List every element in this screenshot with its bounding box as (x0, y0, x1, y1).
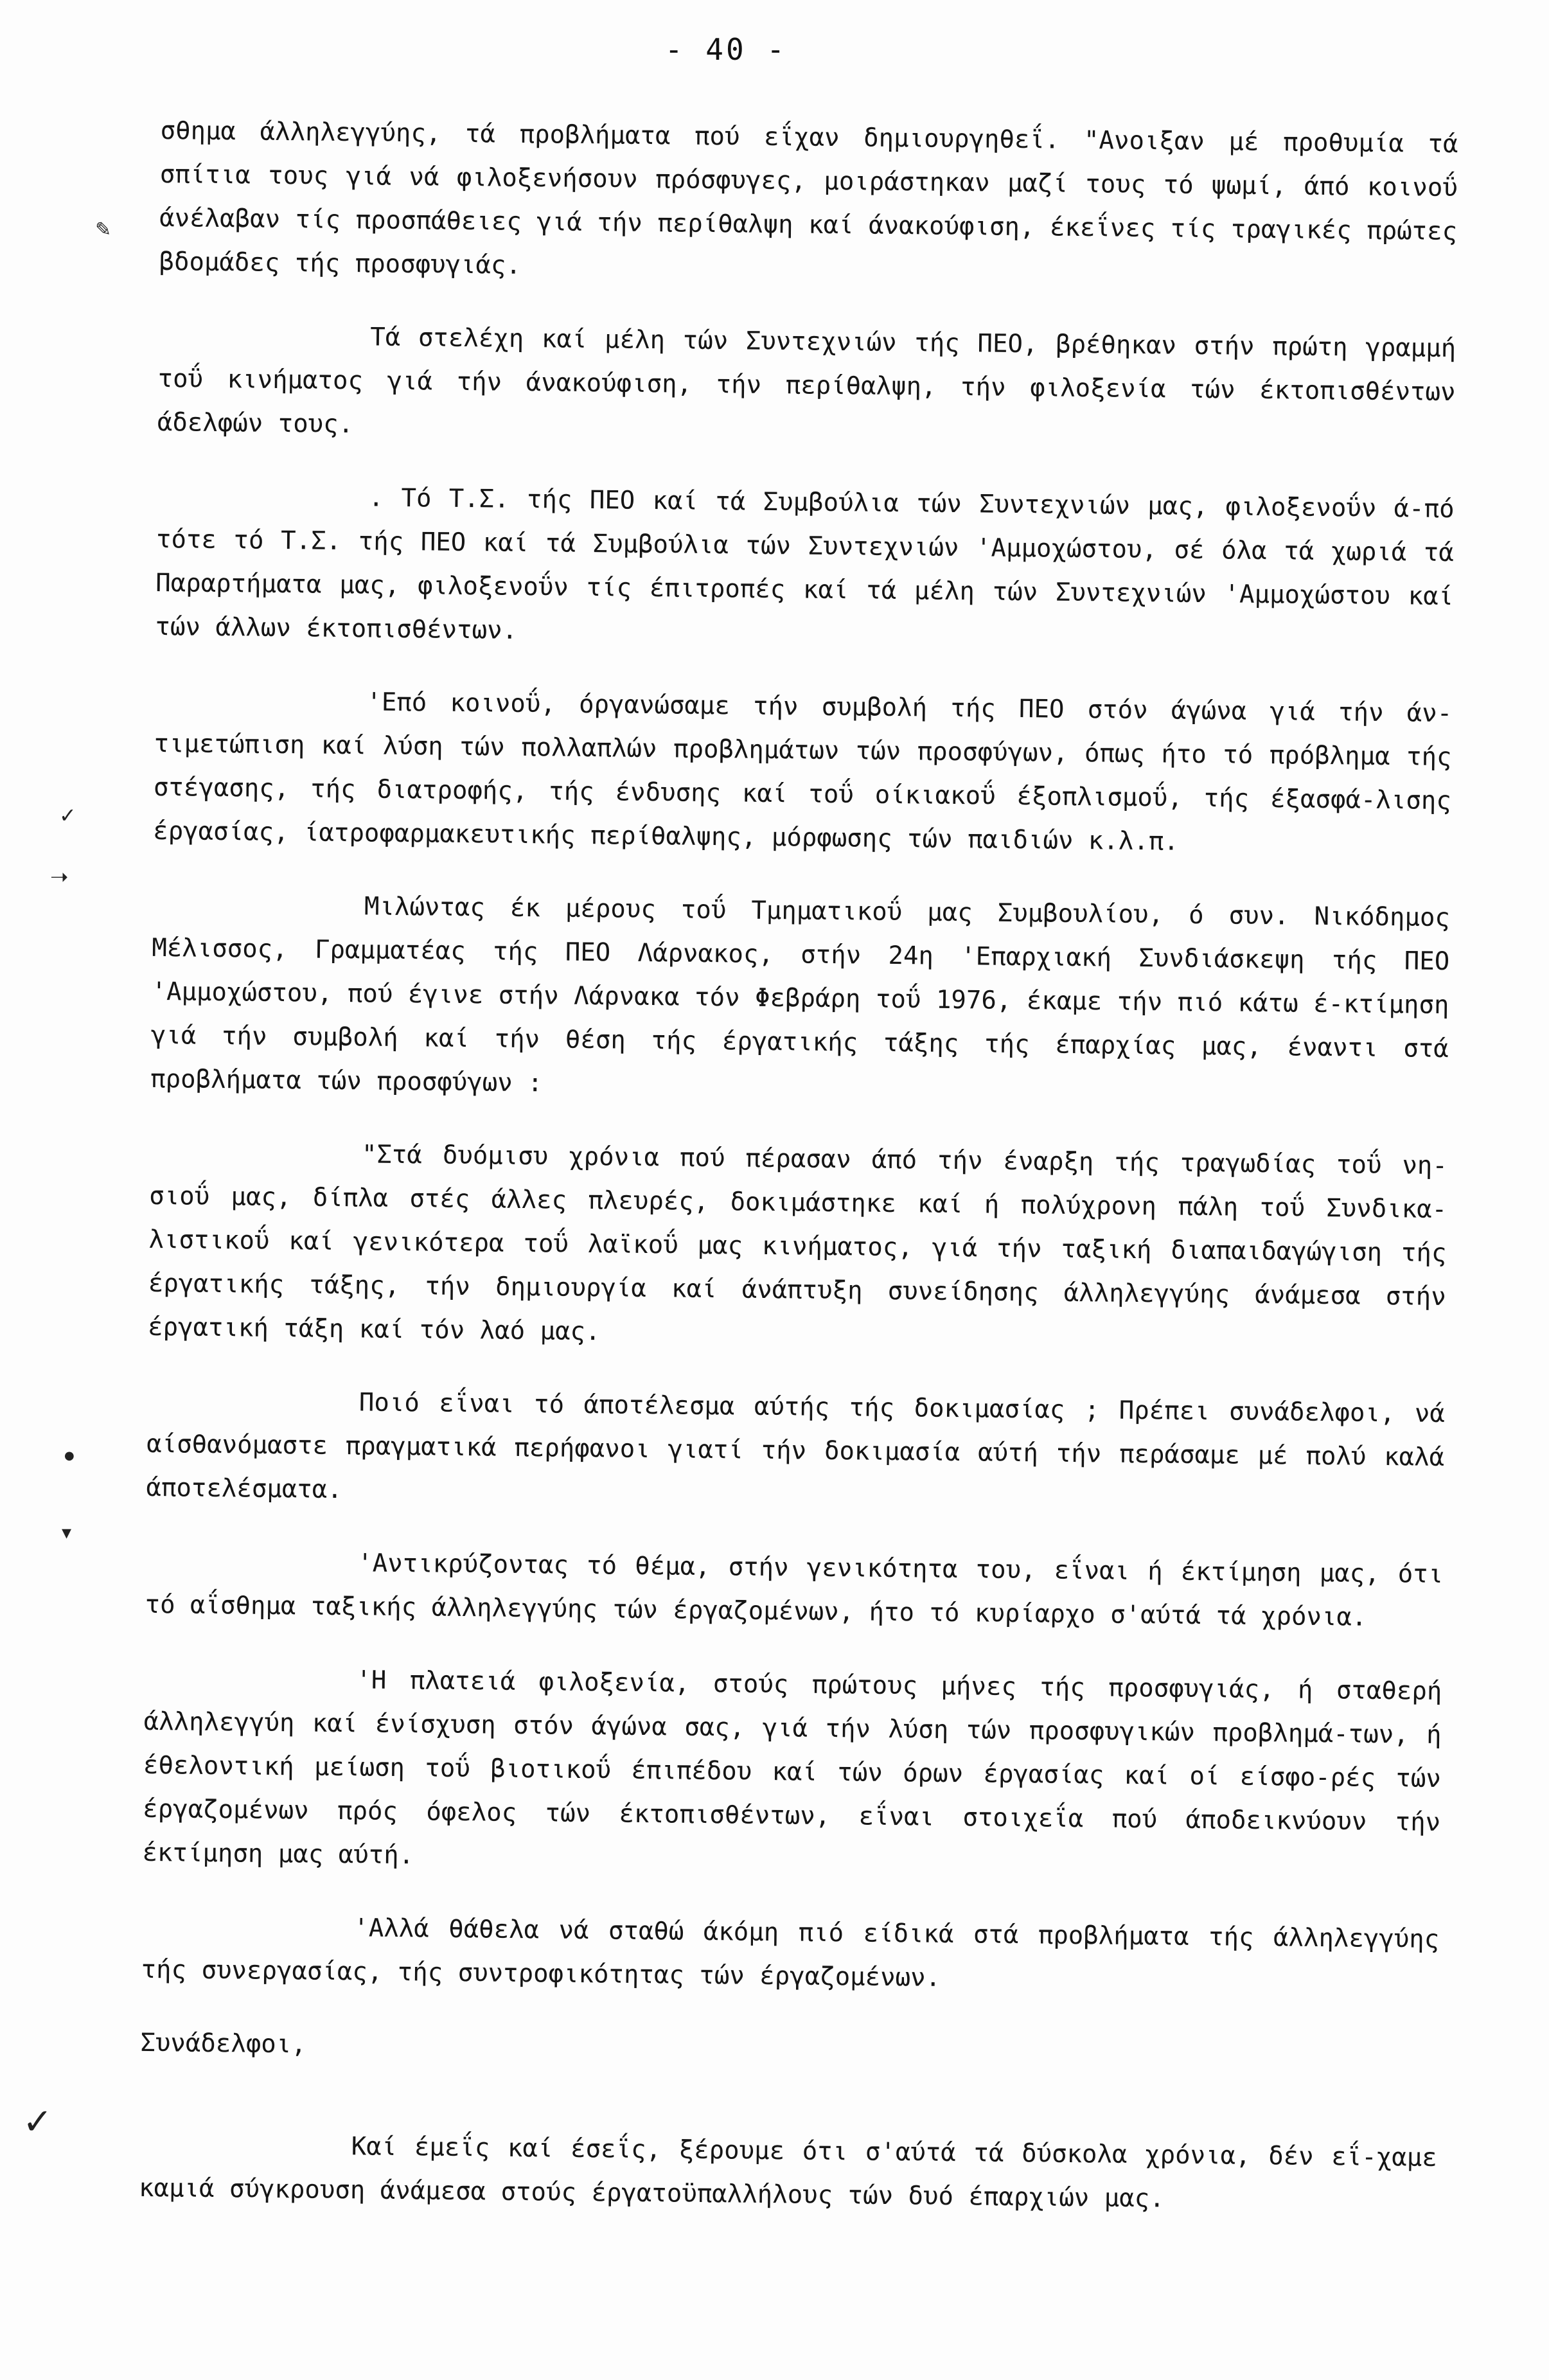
paragraph-8: 'Αντικρύζοντας τό θέμα, στήν γενικότητα του, εΐναι ή έκτίμηση μας, ότι τό αΐσθημα ταξικής άλληλεγγύης τών έργαζομένων, ήτο τό κυρίαρχο σ'αύτά τά χρόνια. (145, 1549, 1444, 1632)
document-body (138, 109, 1458, 2253)
page-number: - 40 - (664, 32, 788, 67)
margin-mark-3: ➝ (50, 864, 69, 890)
quote-paragraph-1: "Στά δυόμισυ χρόνια πού πέρασαν άπό τήν έναρξη τής τραγωδίας τοΰ νη-σιοΰ μας, δίπλα στές άλλες πλευρές, δοκιμάστηκε καί ή πολύχρονη πάλη τοΰ Συνδικα-λιστικοΰ καί γενικότερα τοΰ λαϊκοΰ μας κινήματος, γιά τήν ταξική διαπαιδαγώγιση τής έργατικής τάξης, τήν δημιουργία καί άνάπτυξη συνείδησης άλληλεγγύης άνάμεσα στήν έργατική τάξη καί τόν λαό μας. (147, 1140, 1448, 1347)
paragraph-10: 'Αλλά θάθελα νά σταθώ άκόμη πιό είδικά στά προβλήματα τής άλληλεγγύης τής συνεργασίας, τής συντροφικότητας τών έργαζομένων. (141, 1914, 1440, 1993)
paragraph-7: Ποιό εΐναι τό άποτέλεσμα αύτής τής δοκιμασίας ; Πρέπει συνάδελφοι, νά αίσθανόμαστε πραγματικά περήφανοι γιατί τήν δοκιμασία αύτή τήν περάσαμε μέ πολύ καλά άποτελέσματα. (146, 1388, 1446, 1505)
paragraph-2: Τά στελέχη καί μέλη τών Συντεχνιών τής ΠΕΟ, βρέθηκαν στήν πρώτη γραμμή τοΰ κινήματος γιά τήν άνακούφιση, τήν περίθαλψη, τήν φιλοξενία τών έκτοπισθέντων άδελφών τους. (157, 323, 1456, 440)
margin-mark-1: ✎ (95, 218, 112, 241)
paragraph-5: Μιλώντας έκ μέρους τοΰ Τμηματικοΰ μας Συμβουλίου, ό συν. Νικόδημος Μέλισσος, Γραμματέας τής ΠΕΟ Λάρνακος, στήν 24η 'Επαρχιακή Συνδιάσκεψη τής ΠΕΟ 'Αμμοχώστου, πού έγινε στήν Λάρνακα τόν Φεβράρη τοΰ 1976, έκαμε τήν πιό κάτω έ-κτίμηση γιά τήν συμβολή καί τήν θέση τής έργατικής τάξης τής έπαρχίας μας, έναντι στά προβλήματα τών προσφύγων : (150, 892, 1451, 1098)
paragraph-1: σθημα άλληλεγγύης, τά προβλήματα πού εΐχαν δημιουργηθεΐ. "Ανοιξαν μέ προθυμία τά σπίτια τους γιά νά φιλοξενήσουν πρόσφυγες, μοιράστηκαν μαζί τους τό ψωμί, άπό κοινοΰ άνέλαβαν τίς προσπάθειες γιά τήν περίθαλψη καί άνακούφιση, έκεΐνες τίς τραγικές πρώτες βδομάδες τής προσφυγιάς. (159, 116, 1458, 280)
margin-mark-6: ✓ (22, 2101, 53, 2143)
margin-mark-2: ✓ (59, 803, 76, 828)
paragraph-9: 'Η πλατειά φιλοξενία, στούς πρώτους μήνες τής προσφυγιάς, ή σταθερή άλληλεγγύη καί ένίσχυση στόν άγώνα σας, γιά τήν λύση τών προσφυγικών προβλημά-των, ή έθελοντική μείωση τοΰ βιοτικοΰ έπιπέδου καί τών όρων έργασίας καί οί είσφο-ρές τών έργαζομένων πρός όφελος τών έκτοπισθέντων, εΐναι στοιχεΐα πού άποδεικνύουν τήν έκτίμηση μας αύτή. (142, 1665, 1442, 1870)
paragraph-12: Καί έμεΐς καί έσεΐς, ξέρουμε ότι σ'αύτά τά δύσκολα χρόνια, δέν εΐ-χαμε καμιά σύγκρουση άνάμεσα στούς έργατοϋπαλλήλους τών δυό έπαρχιών μας. (138, 2132, 1437, 2214)
paragraph-3: . Τό Τ.Σ. τής ΠΕΟ καί τά Συμβούλια τών Συντεχνιών μας, φιλοξενοΰν ά-πό τότε τό Τ.Σ. τής ΠΕΟ καί τά Συμβούλια τών Συντεχνιών 'Αμμοχώστου, σέ όλα τά χωριά τά Παραρτήματα μας, φιλοξενοΰν τίς έπιτροπές καί τά μέλη τών Συντεχνιών 'Αμμοχώστου καί τών άλλων έκτοπισθέντων. (155, 483, 1455, 645)
margin-mark-4: ● (64, 1449, 75, 1462)
paragraph-4: 'Επό κοινοΰ, όργανώσαμε τήν συμβολή τής ΠΕΟ στόν άγώνα γιά τήν άν-τιμετώπιση καί λύση τών πολλαπλών προβλημάτων τών προσφύγων, όπως ήτο τό πρόβλημα τής στέγασης, τής διατροφής, τής ένδυσης καί τοΰ οίκιακοΰ έξοπλισμοΰ, τής έξασφά-λισης έργασίας, ίατροφαρμακευτικής περίθαλψης, μόρφωσης τών παιδιών κ.λ.π. (152, 688, 1453, 857)
salutation: Συνάδελφοι, (140, 2028, 306, 2059)
margin-mark-5: ▾ (62, 1522, 72, 1544)
